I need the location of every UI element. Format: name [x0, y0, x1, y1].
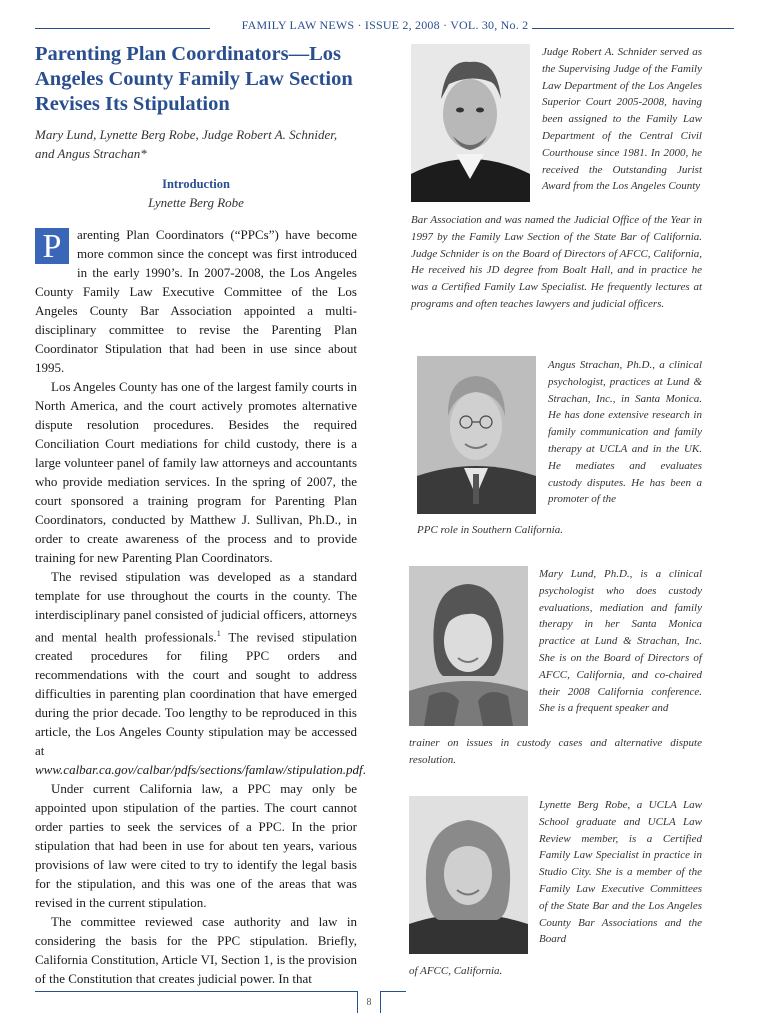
article-column: [35, 42, 366, 988]
article-authors: Mary Lund, Lynette Berg Robe, Judge Robert A. Schnider, and Angus Strachan*: [35, 127, 338, 161]
paragraph-1: P arenting Plan Coordinators (“PPCs”) have become more common since the concept was first introduced in the early 1990’s. In 2007-2008, the Los Angeles County Family Law Executive Committee of the Los Angeles County Bar Association appointed a multi-disciplinary committee to revise the Parenting Plan Coordinator Stipulation that had been in use since about 1995.: [35, 227, 357, 375]
paragraph-3: The revised stipulation was developed as a standard template for use throughout the courts in the county. The interdisciplinary panel consisted of judicial officers, attorneys and mental health professionals.$^1$ The revised stipulation created procedures for filing PPC orders and recommendations with the court and sought to address difficulties in parenting plan coordination that have emerged during the prior decade. Too lengthy to be reproduced in this article, the Los Angeles County stipulation may be accessed at www.calbar.ca.gov/calbar/pdfs/sections/famlaw/stipulation.pdf.: [35, 569, 366, 778]
page-number: 8: [366, 997, 372, 1008]
bio-robe-continued: of AFCC, California.: [409, 965, 503, 977]
bio-schnider-continued: Bar Association and was named the Judicial Office of the Year in 1997 by the Family Law Section of the State Bar of California. Judge Schnider is on the Board of Directors of AFCC, California, He received his JD degree from Boalt Hall, and in practice he was a Certified Family Law Specialist. He frequently lectures at programs and often teaches lawyers and judicial officers.: [411, 214, 702, 310]
bio-lund: Mary Lund, Ph.D., is a clinical psychologist who does custody evaluations, mediation and family therapy in her Santa Monica practice at Lund & Strachan, Inc. She is on the Board of Directors of AFCC, California, and co-chaired their 2008 California conference. She is a frequent speaker and: [539, 568, 702, 715]
stipulation-link[interactable]: www.calbar.ca.gov/calbar/pdfs/sections/famlaw/stipulation.pdf: [35, 762, 363, 778]
paragraph-5: The committee reviewed case authority and law in considering the basis for the PPC stipulation. Briefly, California Constitution, Article VI, Section 1, is the provision of the Constitution that creates judicial power. In that: [35, 914, 357, 987]
article-title: Parenting Plan Coordinators—Los Angeles County Family Law Section Revises Its Stipulation: [35, 43, 353, 115]
photo-schnider: [411, 44, 530, 202]
bio-strachan-continued: PPC role in Southern California.: [417, 524, 563, 536]
bio-strachan: Angus Strachan, Ph.D., a clinical psychologist, practices at Lund & Strachan, Inc., in Santa Monica. He has done extensive research in family communication and family therapy at UCLA and in the UK. He mediates and evaluates custody disputes. He has been a promoter of the: [548, 359, 702, 506]
paragraph-2: Los Angeles County has one of the largest family courts in North America, and the court actively promotes alternative dispute resolution procedures. Besides the required Conciliation Court mediations for child custody, there is a large volunteer panel of family law attorneys and accountants who provide mediation services. In the spring of 2007, the court sponsored a training program for Parenting Plan Coordinators, conducted by Matthew J. Sullivan, Ph.D., in order to create awareness of the process and to provide training for new Parenting Plan Coordinators.: [35, 379, 357, 565]
bio-schnider: Judge Robert A. Schnider served as the Supervising Judge of the Family Law Department of the Los Angeles Superior Court 2005-2008, having been assigned to the Family Law Department of the Central Civil Courthouse since 1981. In 2000, he received the Outstanding Jurist Award from the Los Angeles County: [542, 46, 702, 193]
photo-strachan: [417, 356, 536, 514]
photo-lund: [409, 566, 528, 726]
photo-robe: [409, 796, 528, 954]
drop-cap: P: [35, 228, 69, 264]
footer-divider-right: [380, 991, 381, 1013]
article-body: [35, 225, 366, 988]
bio-robe: Lynette Berg Robe, a UCLA Law School graduate and UCLA Law Review member, is a Certified Family Law Specialist in practice in Studio City. She is a member of the Family Law Executive Committees of the State Bar and the Los Angeles County Bar Associations and the Board: [539, 799, 702, 946]
footer-rule-left: [35, 991, 357, 992]
running-header: FAMILY LAW NEWS · ISSUE 2, 2008 · VOL. 30, No. 2: [0, 18, 770, 33]
paragraph-4: Under current California law, a PPC may only be appointed upon stipulation of the parties. The court cannot order parties to seek the services of a PPC. In the prior stipulation that had been in use for about ten years, various provisions of law were cited to try to identify the legal basis for the stipulation, and this was one of the areas that was revised in the current stipulation.: [35, 781, 357, 911]
footer-divider-left: [357, 991, 358, 1013]
intro-author: Lynette Berg Robe: [148, 195, 244, 210]
bio-lund-continued: trainer on issues in custody cases and alternative dispute resolution.: [409, 737, 702, 766]
footer-rule-right: [380, 991, 406, 992]
footnote-ref: 1: [216, 629, 221, 638]
intro-heading: Introduction: [162, 177, 230, 191]
